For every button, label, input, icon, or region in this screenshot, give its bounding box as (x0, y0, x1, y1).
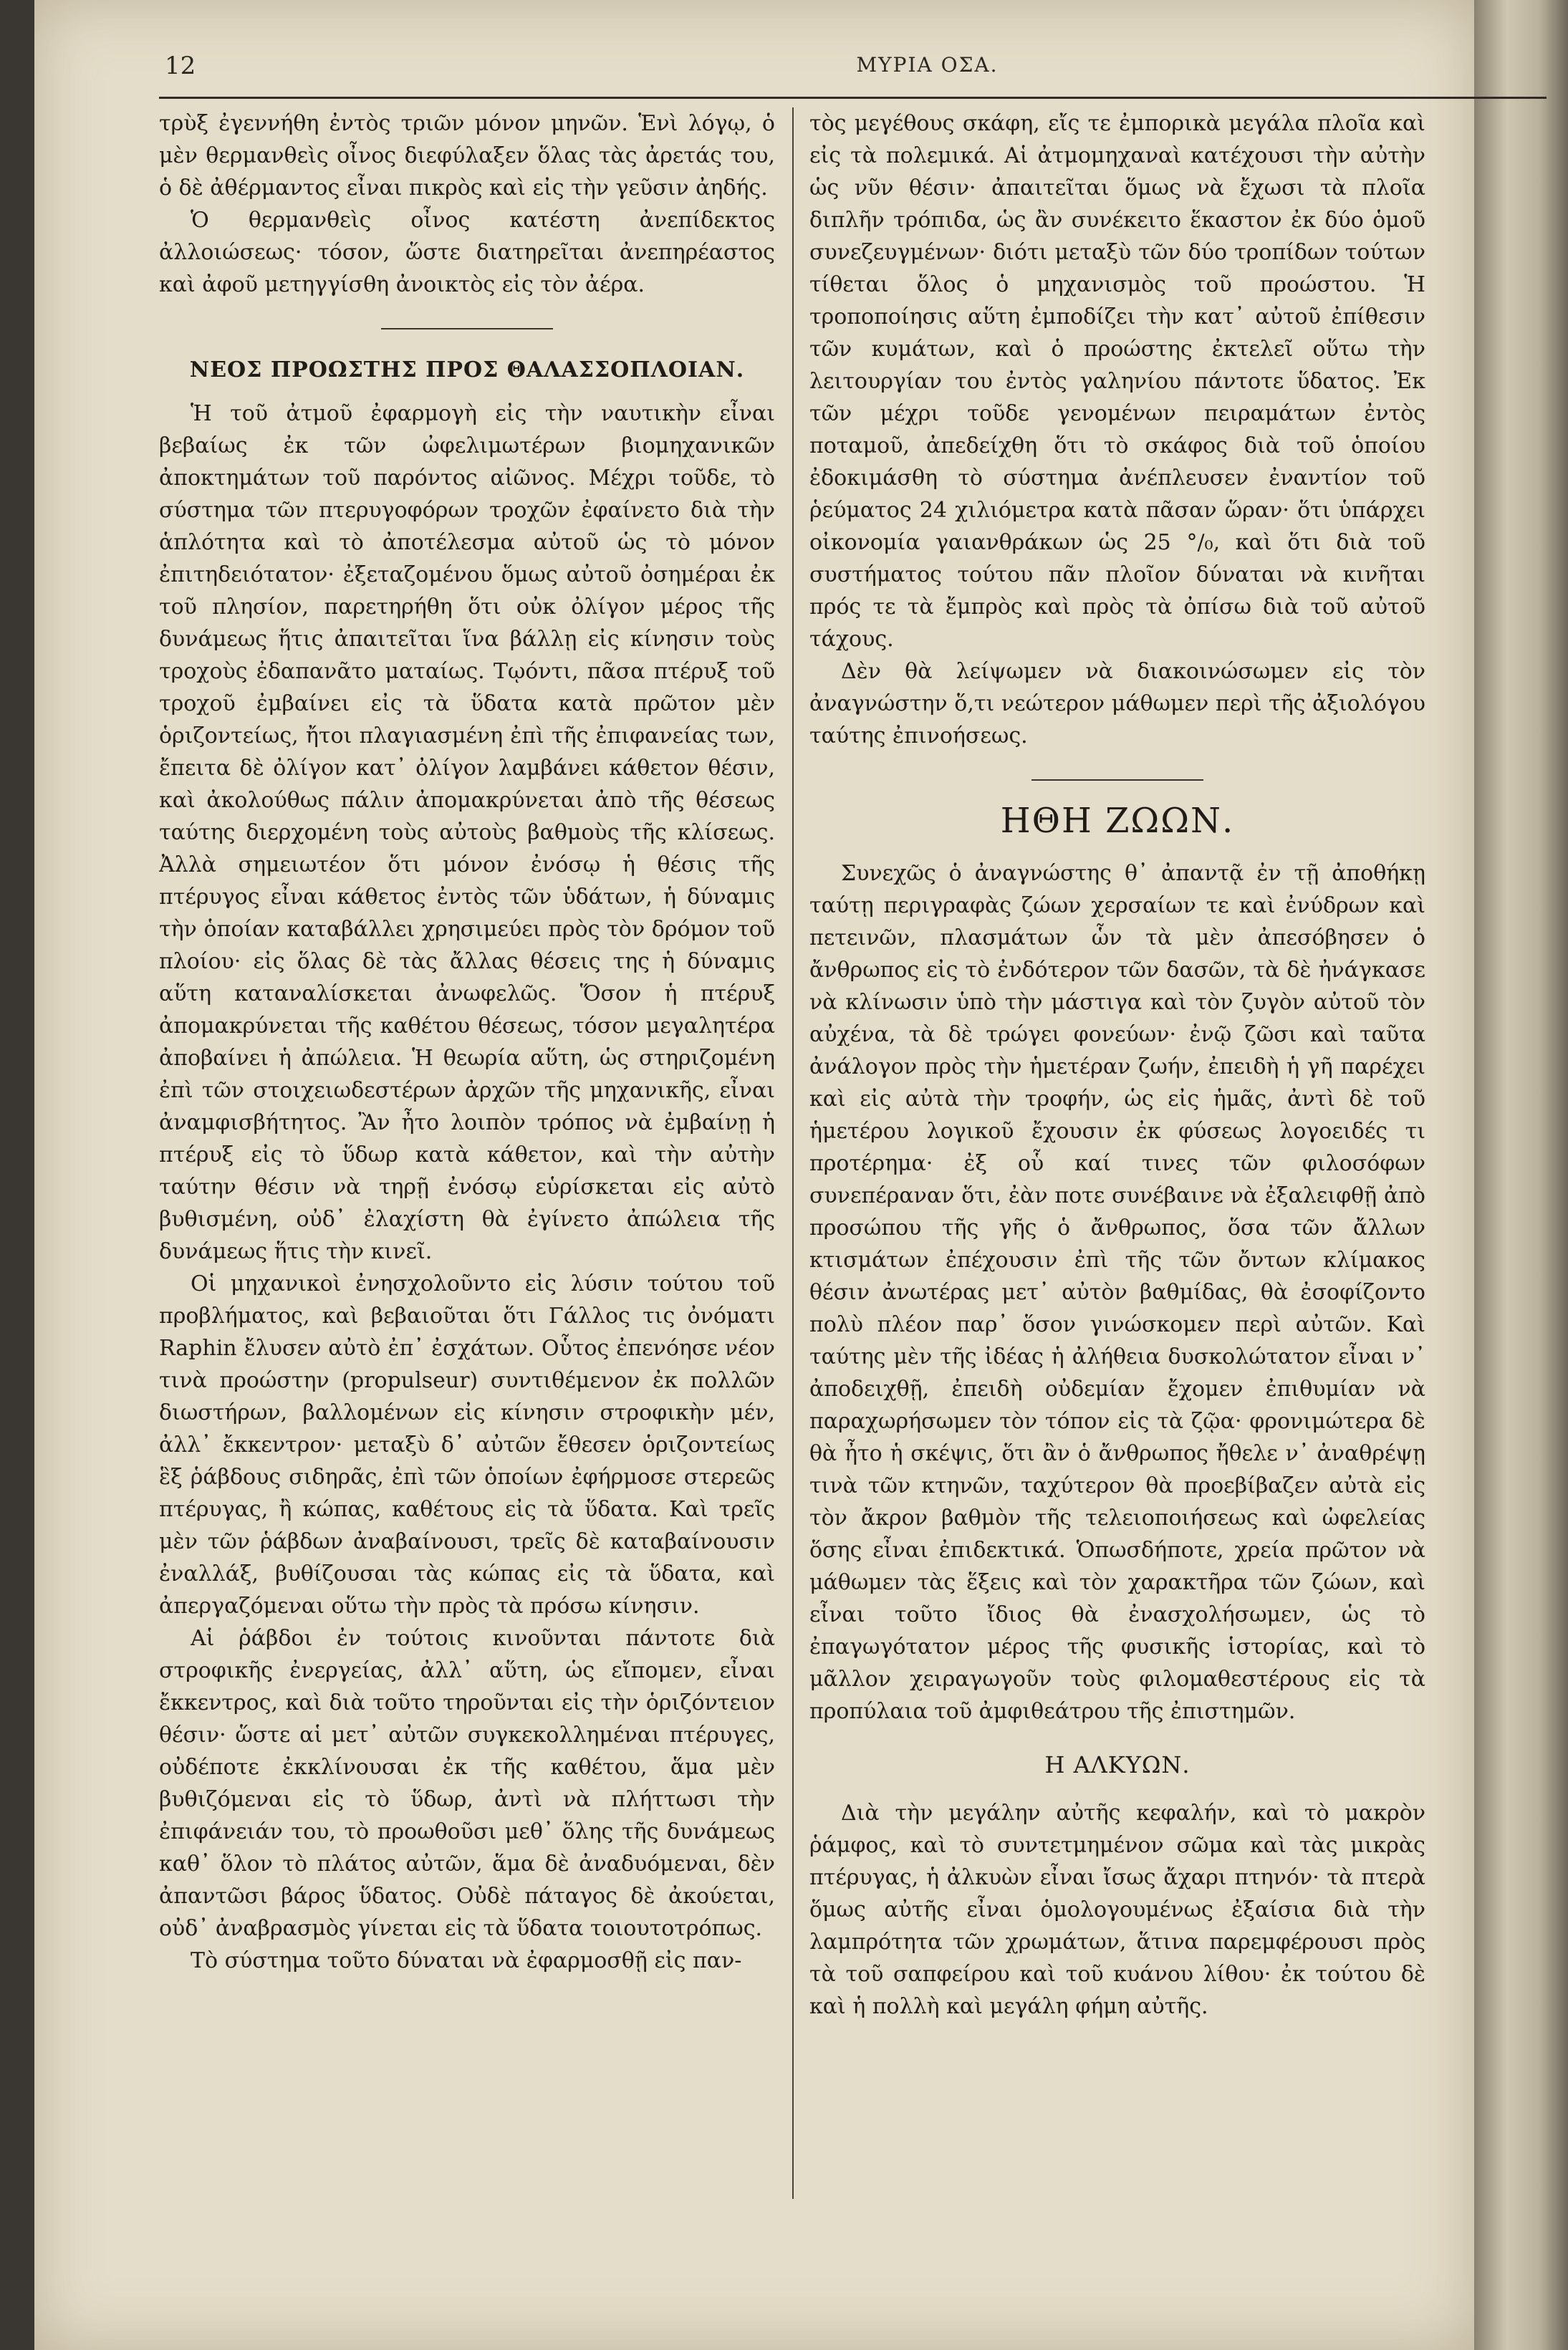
paragraph: Οἱ μηχανικοὶ ἐνησχολοῦντο εἰς λύσιν τούτου τοῦ προβλήματος, καὶ βεβαιοῦται ὅτι Γάλλος τις ὀνόματι Raphin ἔλυσεν αὐτὸ ἐπ᾽ ἐσχάτων. Οὗτος ἐπενόησε νέον τινὰ προώστην (propulseur) συντιθέμενον ἐκ πολλῶν διωστήρων, βαλλομένων εἰς κίνησιν στροφικὴν μέν, ἀλλ᾽ ἔκκεντρον· μεταξὺ δ᾽ αὐτῶν ἔθεσεν ὁριζοντείως ἓξ ῥάβδους σιδηρᾶς, ἐπὶ τῶν ὁποίων ἐφήρμοσε στερεῶς πτέρυγας, ἢ κώπας, καθέτους εἰς τὰ ὕδατα. Καὶ τρεῖς μὲν τῶν ῥάβδων ἀναβαίνουσι, τρεῖς δὲ καταβαίνουσιν ἐναλλάξ, βυθίζουσαι τὰς κώπας εἰς τὰ ὕδατα, καὶ ἀπεργαζόμεναι οὕτω τὴν πρὸς τὰ πρόσω κίνησιν. (159, 1271, 775, 1619)
paragraph: τρὺξ ἐγεννήθη ἐντὸς τριῶν μόνον μηνῶν. Ἑνὶ λόγῳ, ὁ μὲν θερμανθεὶς οἶνος διεφύλαξεν ὅλας τὰς ἀρετάς του, ὁ δὲ ἀθέρμαντος εἶναι πικρὸς καὶ εἰς τὴν γεῦσιν ἀηδής. (159, 111, 775, 201)
header-rule (159, 97, 1547, 99)
article-heading: ΝΕΟΣ ΠΡΟΩΣΤΗΣ ΠΡΟΣ ΘΑΛΑΣΣΟΠΛΟΙΑΝ. (189, 357, 745, 382)
paragraph: Δὲν θὰ λείψωμεν νὰ διακοινώσωμεν εἰς τὸν ἀναγνώστην ὅ,τι νεώτερον μάθωμεν περὶ τῆς ἀξιολόγου ταύτης ἐπινοήσεως. (809, 659, 1425, 748)
section-heading: ΗΘΗ ΖΩΩΝ. (1000, 801, 1235, 841)
book-spine-edge (1474, 0, 1568, 2350)
subsection-heading: Η ΑΛΚΥΩΝ. (1044, 1751, 1191, 1778)
journal-title: ΜΥΡΙΑ ΟΣΑ. (856, 53, 999, 77)
section-separator (381, 328, 553, 329)
paragraph: Διὰ τὴν μεγάλην αὐτῆς κεφαλήν, καὶ τὸ μακρὸν ῥάμφος, καὶ τὸ συντετμημένον σῶμα καὶ τὰς μικρὰς πτέρυγας, ἡ ἀλκυὼν εἶναι ἴσως ἄχαρι πτηνόν· τὰ πτερὰ ὅμως αὐτῆς εἶναι ὁμολογουμένως ἐξαίσια διὰ τὴν λαμπρότητα τῶν χρωμάτων, ἅτινα παρεμφέρουσι πρὸς τὰ τοῦ σαπφείρου καὶ τοῦ κυάνου λίθου· ἐκ τούτου δὲ καὶ ἡ πολλὴ καὶ μεγάλη φήμη αὐτῆς. (809, 1801, 1425, 2019)
paragraph: Αἱ ῥάβδοι ἐν τούτοις κινοῦνται πάντοτε διὰ στροφικῆς ἐνεργείας, ἀλλ᾽ αὕτη, ὡς εἴπομεν, εἶναι ἔκκεντρος, καὶ διὰ τοῦτο τηροῦνται εἰς τὴν ὁριζόντειον θέσιν· ὥστε αἱ μετ᾽ αὐτῶν συγκεκολλημέναι πτέρυγες, οὐδέποτε ἐκκλίνουσαι ἐκ τῆς καθέτου, ἅμα μὲν βυθιζόμεναι εἰς τὸ ὕδωρ, ἀντὶ νὰ πλήττωσι τὴν ἐπιφάνειάν του, τὸ προωθοῦσι μεθ᾽ ὅλης τῆς δυνάμεως καθ᾽ ὅλον τὸ πλάτος αὐτῶν, ἅμα δὲ ἀναδυόμεναι, δὲν ἀπαντῶσι βάρος ὕδατος. Οὐδὲ πάταγος δὲ ἀκούεται, οὐδ᾽ ἀναβρασμὸς γίνεται εἰς τὰ ὕδατα τοιουτοτρόπως. (159, 1626, 775, 1941)
section-separator (1031, 779, 1203, 781)
paragraph: Τὸ σύστημα τοῦτο δύναται νὰ ἐφαρμοσθῇ εἰς παν- (191, 1948, 742, 1973)
running-head (165, 52, 1547, 95)
paragraph: Συνεχῶς ὁ ἀναγνώστης θ᾽ ἀπαντᾷ ἐν τῇ ἀποθήκῃ ταύτῃ περιγραφὰς ζώων χερσαίων τε καὶ ἐνύδρων καὶ πετεινῶν, πλασμάτων ὧν τὰ μὲν ἀπεσόβησεν ὁ ἄνθρωπος εἰς τὸ ἐνδότερον τῶν δασῶν, τὰ δὲ ἠνάγκασε νὰ κλίνωσιν ὑπὸ τὴν μάστιγα καὶ τὸν ζυγὸν αὐτοῦ τὸν αὐχένα, τὰ δὲ τρώγει φονεύων· ἐνῷ ζῶσι καὶ ταῦτα ἀνάλογον πρὸς τὴν ἡμετέραν ζωήν, ἐπειδὴ ἡ γῆ παρέχει καὶ εἰς αὐτὰ τὴν τροφήν, ὡς εἰς ἡμᾶς, ἀντὶ δὲ τοῦ ἡμετέρου λογικοῦ ἔχουσιν ἐκ φύσεως λογοειδές τι προτέρημα· ἐξ οὗ καί τινες τῶν φιλοσόφων συνεπέραναν ὅτι, ἐὰν ποτε συνέβαινε νὰ ἐξαλειφθῇ ἀπὸ προσώπου τῆς γῆς ὁ ἄνθρωπος, ὅσα τῶν ἄλλων κτισμάτων ἐπέχουσιν ἐπὶ τῆς τῶν ὄντων κλίμακος θέσιν ἀνωτέρας μετ᾽ αὐτὸν βαθμίδας, θὰ ἐσοφίζοντο πολὺ πλέον παρ᾽ ὅσον γινώσκομεν περὶ αὐτῶν. Καὶ ταύτης μὲν τῆς ἰδέας ἡ ἀλήθεια δυσκολώτατον εἶναι ν᾽ ἀποδειχθῇ, ἐπειδὴ οὐδεμίαν ἔχομεν ἐπιθυμίαν νὰ παραχωρήσωμεν τὸν τόπον εἰς τὰ ζῷα· φρονιμώτερα δὲ θὰ ἦτο ἡ σκέψις, ὅτι ἂν ὁ ἄνθρωπος ἤθελε ν᾽ ἀναθρέψῃ τινὰ τῶν κτηνῶν, ταχύτερον θὰ προεβίβαζεν αὐτὰ εἰς τὸν ἄκρον βαθμὸν τῆς τελειοποιήσεως καὶ ὠφελείας ὅσης εἶναι ἐπιδεκτικά. Ὁπωσδήποτε, χρεία πρῶτον νὰ μάθωμεν τὰς ἕξεις καὶ τὸν χαρακτῆρα τῶν ζώων, καὶ εἶναι τοῦτο ἴδιος θὰ ἐνασχολήσωμεν, ὡς τὸ ἐπαγωγότατον μέρος τῆς φυσικῆς ἱστορίας, καὶ τὸ μᾶλλον χειραγωγοῦν τοὺς φιλομαθεστέρους εἰς τὰ προπύλαια τοῦ ἀμφιθεάτρου τῆς ἐπιστημῶν. (809, 861, 1425, 1724)
paragraph: τὸς μεγέθους σκάφη, εἴς τε ἐμπορικὰ μεγάλα πλοῖα καὶ εἰς τὰ πολεμικά. Αἱ ἀτμομηχαναὶ κατέχουσι τὴν αὐτὴν ὡς νῦν θέσιν· ἀπαιτεῖται ὅμως νὰ ἔχωσι τὰ πλοῖα διπλῆν τρόπιδα, ὡς ἂν συνέκειτο ἕκαστον ἐκ δύο ὁμοῦ συνεζευγμένων· διότι μεταξὺ τῶν δύο τροπίδων τούτων τίθεται ὅλος ὁ μηχανισμὸς τοῦ προώστου. Ἡ τροποποίησις αὕτη ἐμποδίζει τὴν κατ᾽ αὐτοῦ ἐπίθεσιν τῶν κυμάτων, καὶ ὁ προώστης ἐκτελεῖ οὕτω τὴν λειτουργίαν του ἐντὸς γαληνίου πάντοτε ὕδατος. Ἐκ τῶν μέχρι τοῦδε γενομένων πειραμάτων ἐντὸς ποταμοῦ, ἀπεδείχθη ὅτι τὸ σκάφος διὰ τοῦ ὁποίου ἐδοκιμάσθη τὸ σύστημα ἀνέπλευσεν ἐναντίον τοῦ ῥεύματος 24 χιλιόμετρα κατὰ πᾶσαν ὥραν· ὅτι ὑπάρχει οἰκονομία γαιανθράκων ὡς 25 °/₀, καὶ ὅτι διὰ τοῦ συστήματος τούτου πᾶν πλοῖον δύναται νὰ κινῆται πρός τε τὰ ἔμπρὸς καὶ πρὸς τὰ ὀπίσω διὰ τοῦ αὐτοῦ τάχους. (809, 111, 1425, 652)
right-column (809, 107, 1425, 2292)
column-divider (792, 107, 794, 2199)
paragraph: Ἡ τοῦ ἀτμοῦ ἐφαρμογὴ εἰς τὴν ναυτικὴν εἶναι βεβαίως ἐκ τῶν ὠφελιμωτέρων βιομηχανικῶν ἀποκτημάτων τοῦ παρόντος αἰῶνος. Μέχρι τοῦδε, τὸ σύστημα τῶν πτερυγοφόρων τροχῶν ἐφαίνετο διὰ τὴν ἁπλότητα καὶ τὸ ἀποτέλεσμα αὐτοῦ ὡς τὸ μόνον ἐπιτηδειότατον· ἐξεταζομένου ὅμως αὐτοῦ ὀσημέραι ἐκ τοῦ πλησίον, παρετηρήθη ὅτι οὐκ ὀλίγον μέρος τῆς δυνάμεως ἥτις ἀπαιτεῖται ἵνα βάλλῃ εἰς κίνησιν τοὺς τροχοὺς ἐδαπανᾶτο ματαίως. Τῳόντι, πᾶσα πτέρυξ τοῦ τροχοῦ ἐμβαίνει εἰς τὰ ὕδατα κατὰ πρῶτον μὲν ὁριζοντείως, ἤτοι πλαγιασμένη ἐπὶ τῆς ἐπιφανείας των, ἔπειτα δὲ ὀλίγον κατ᾽ ὀλίγον λαμβάνει κάθετον θέσιν, καὶ ἀκολούθως πάλιν ἀπομακρύνεται ἀπὸ τῆς θέσεως ταύτης διερχομένη τοὺς αὐτοὺς βαθμοὺς τῆς κλίσεως. Ἀλλὰ σημειωτέον ὅτι μόνον ἐνόσῳ ἡ θέσις τῆς πτέρυγος εἶναι κάθετος ἐντὸς τῶν ὑδάτων, ἡ δύναμις τὴν ὁποίαν καταβάλλει χρησιμεύει πρὸς τὸν δρόμον τοῦ πλοίου· εἰς ὅλας δὲ τὰς ἄλλας θέσεις της ἡ δύναμις αὕτη καταναλίσκεται ἀνωφελῶς. Ὅσον ἡ πτέρυξ ἀπομακρύνεται τῆς καθέτου θέσεως, τόσον μεγαλητέρα ἀποβαίνει ἡ ἀπώλεια. Ἡ θεωρία αὕτη, ὡς στηριζομένη ἐπὶ τῶν στοιχειωδεστέρων ἀρχῶν τῆς μηχανικῆς, εἶναι ἀναμφισβήτητος. Ἂν ἦτο λοιπὸν τρόπος νὰ ἐμβαίνῃ ἡ πτέρυξ εἰς τὸ ὕδωρ κατὰ κάθετον, καὶ τὴν αὐτὴν ταύτην θέσιν νὰ τηρῇ ἐνόσῳ εὑρίσκεται εἰς αὐτὸ βυθισμένη, οὐδ᾽ ἐλαχίστη θὰ ἐγίνετο ἀπώλεια τῆς δυνάμεως ἥτις τὴν κινεῖ. (159, 401, 775, 1264)
page-number: 12 (165, 52, 196, 80)
left-column (159, 107, 775, 2213)
paragraph: Ὁ θερμανθεὶς οἶνος κατέστη ἀνεπίδεκτος ἀλλοιώσεως· τόσον, ὥστε διατηρεῖται ἀνεπηρέαστος καὶ ἀφοῦ μετηγγίσθη ἀνοικτὸς εἰς τὸν ἀέρα. (159, 208, 775, 297)
